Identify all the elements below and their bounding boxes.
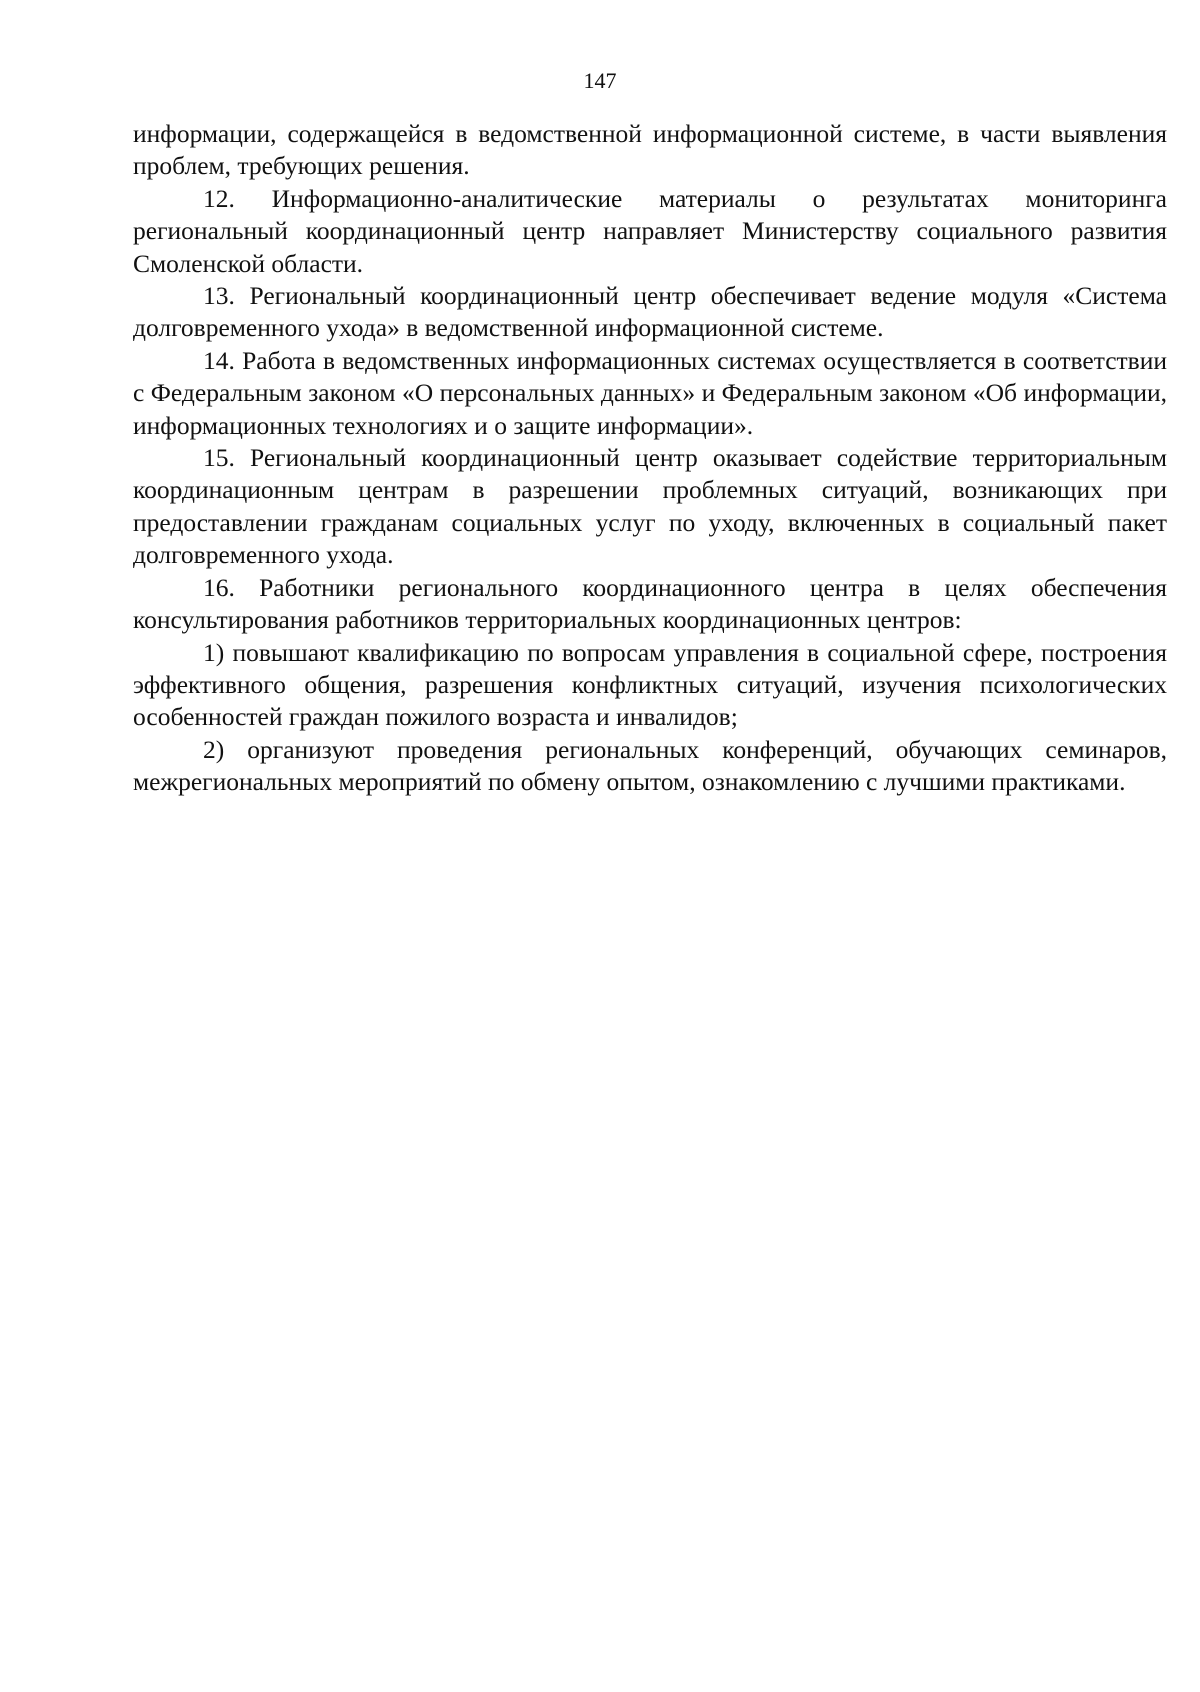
paragraph-item-13: 13. Региональный координационный центр обеспечивает ведение модуля «Система долговременного ухода» в ведомственной информационной системе. bbox=[133, 281, 1167, 343]
paragraph-item-16: 16. Работники регионального координационного центра в целях обеспечения консультирования работников территориальных координационных центров: bbox=[133, 572, 1167, 635]
document-body bbox=[133, 118, 1167, 799]
page-number: 147 bbox=[583, 68, 617, 93]
paragraph-subitem-1: 1) повышают квалификацию по вопросам управления в социальной сфере, построения эффективного общения, разрешения конфликтных ситуаций, изучения психологических особенностей граждан пожилого возраста и инвалидов; bbox=[133, 637, 1167, 732]
paragraph-item-12: 12. Информационно-аналитические материалы о результатах мониторинга региональный координационный центр направляет Министерству социального развития Смоленской области. bbox=[133, 183, 1167, 278]
paragraph-continuation: информации, содержащейся в ведомственной информационной системе, в части выявления проблем, требующих решения. bbox=[133, 119, 1167, 181]
paragraph-item-15: 15. Региональный координационный центр оказывает содействие территориальным координационным центрам в разрешении проблемных ситуаций, возникающих при предоставлении гражданам социальных услуг по уходу, включенных в социальный пакет долговременного ухода. bbox=[133, 443, 1167, 570]
paragraph-subitem-2: 2) организуют проведения региональных конференций, обучающих семинаров, межрегиональных мероприятий по обмену опытом, ознакомлению с лучшими практиками. bbox=[133, 734, 1167, 797]
paragraph-item-14: 14. Работа в ведомственных информационных системах осуществляется в соответствии с Федеральным законом «О персональных данных» и Федеральным законом «Об информации, информационных технологиях и о защите информации». bbox=[133, 345, 1167, 440]
